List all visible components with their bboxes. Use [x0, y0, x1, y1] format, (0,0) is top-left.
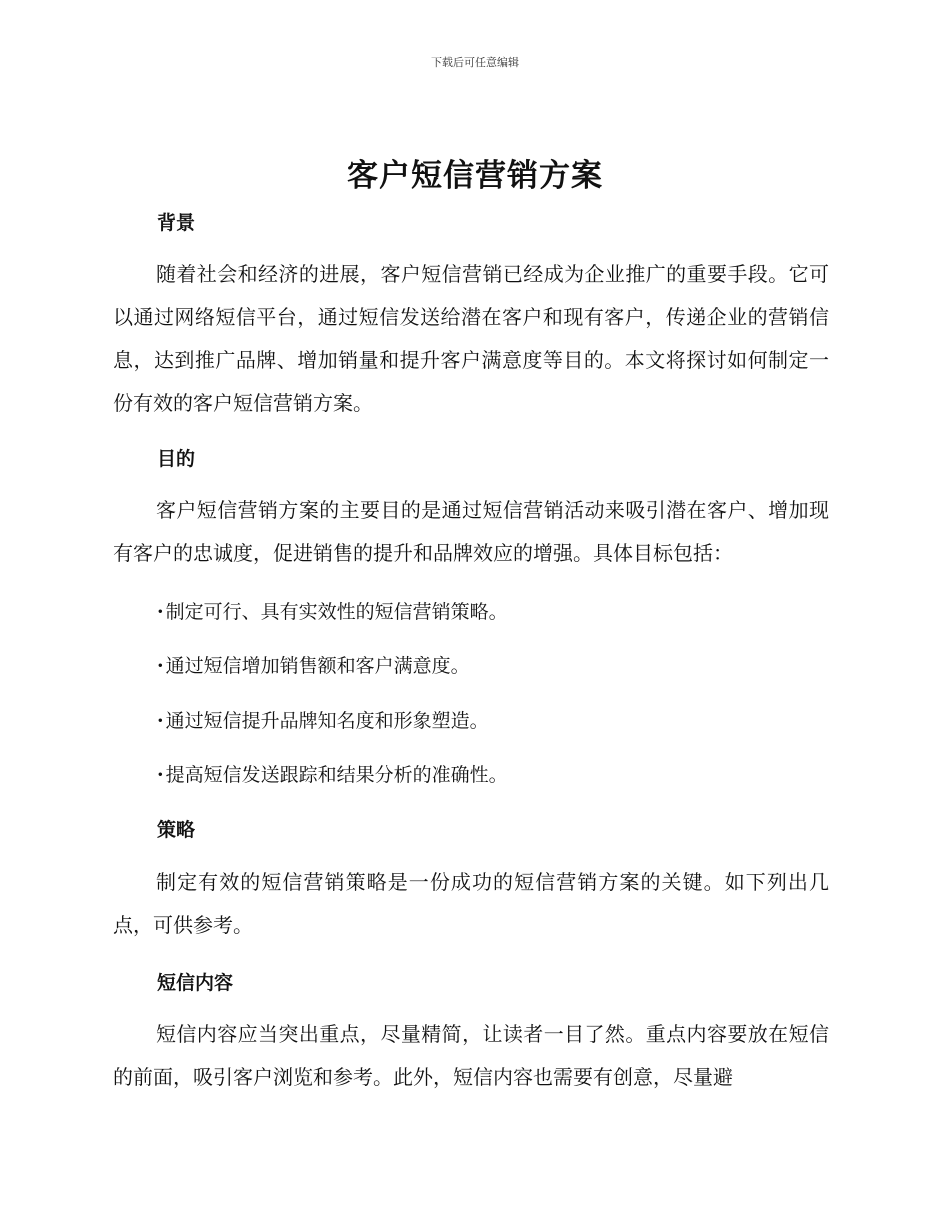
list-item-text: 通过短信增加销售额和客户满意度。 — [165, 655, 470, 677]
list-item-text: 提高短信发送跟踪和结果分析的准确性。 — [165, 764, 508, 786]
bullet-icon: · — [157, 601, 164, 623]
heading-strategy: 策略 — [157, 819, 196, 841]
header-note: 下载后可任意编辑 — [431, 56, 519, 69]
heading-purpose: 目的 — [157, 448, 196, 470]
bullet-icon: · — [157, 710, 164, 732]
heading-background: 背景 — [157, 212, 196, 234]
paragraph-background: 随着社会和经济的进展，客户短信营销已经成为企业推广的重要手段。它可以通过网络短信平台，通过短信发送给潜在客户和现有客户，传递企业的营销信息，达到推广品牌、增加销量和提升客户满意度等目的。本文将探讨如何制定一份有效的客户短信营销方案。 — [113, 262, 829, 415]
paragraph-purpose: 客户短信营销方案的主要目的是通过短信营销活动来吸引潜在客户、增加现有客户的忠诚度，促进销售的提升和品牌效应的增强。具体目标包括： — [113, 498, 829, 565]
list-item — [157, 760, 508, 787]
list-item — [157, 706, 489, 733]
bullet-icon: · — [157, 764, 164, 786]
bullet-icon: · — [157, 655, 164, 677]
document-title: 客户短信营销方案 — [347, 158, 603, 194]
list-item-text: 制定可行、具有实效性的短信营销策略。 — [165, 601, 508, 623]
list-item — [157, 597, 508, 624]
heading-sms-content: 短信内容 — [157, 972, 234, 994]
paragraph-sms-content: 短信内容应当突出重点，尽量精简，让读者一目了然。重点内容要放在短信的前面，吸引客户浏览和参考。此外，短信内容也需要有创意，尽量避 — [113, 1022, 829, 1089]
list-item-text: 通过短信提升品牌知名度和形象塑造。 — [165, 710, 489, 732]
paragraph-strategy: 制定有效的短信营销策略是一份成功的短信营销方案的关键。如下列出几点，可供参考。 — [113, 870, 829, 937]
list-item — [157, 651, 470, 678]
